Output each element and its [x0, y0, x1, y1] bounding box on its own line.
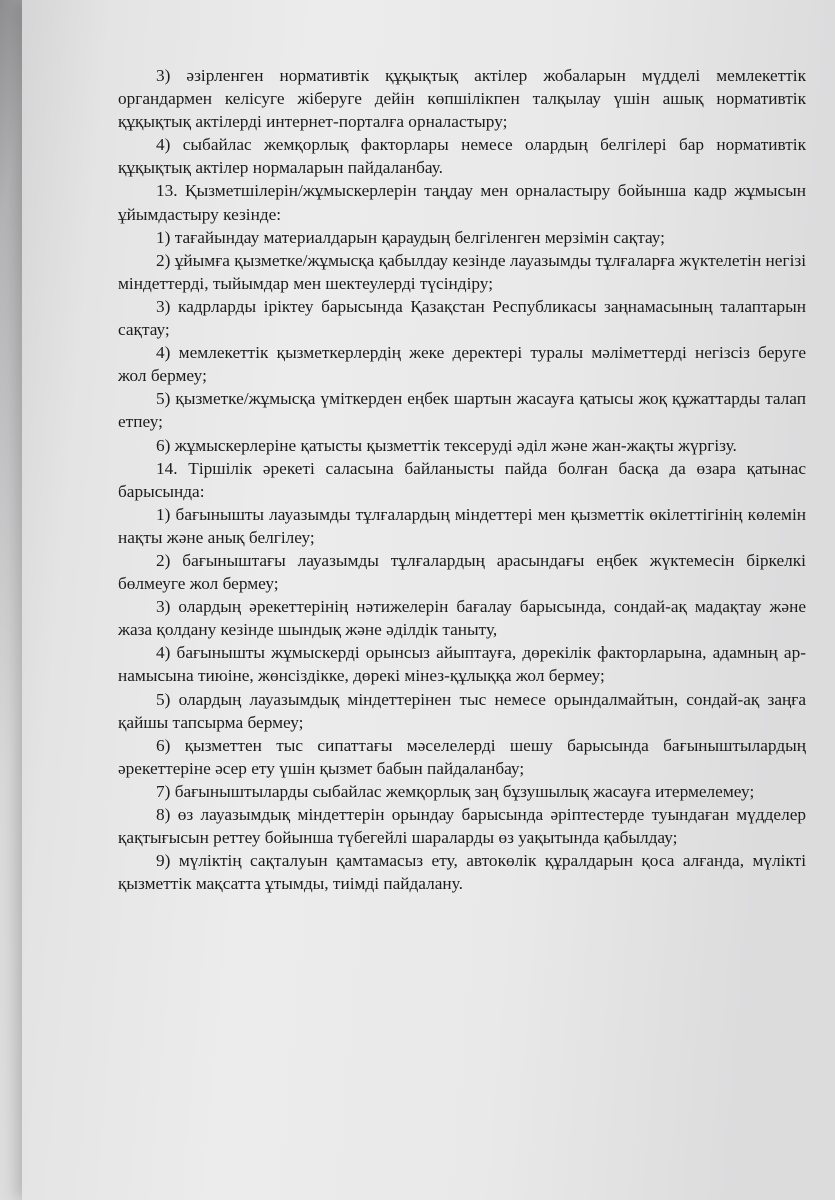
paragraph: 1) бағынышты лауазымды тұлғалардың міндеттері мен қызметтік өкілеттігінің көлемін нақты және анық белгілеу; [118, 504, 806, 547]
paragraph: 1) тағайындау материалдарын қараудың белгіленген мерзімін сақтау; [156, 227, 665, 247]
paragraph: 7) бағыныштыларды сыбайлас жемқорлық заң бұзушылық жасауға итермелемеу; [156, 781, 755, 801]
paragraph: 9) мүліктің сақталуын қамтамасыз ету, автокөлік құралдарын қоса алғанда, мүлікті қызметтік мақсатта ұтымды, тиімді пайдалану. [118, 851, 806, 894]
document-text [118, 64, 806, 895]
paragraph: 6) қызметтен тыс сипаттағы мәселелерді шешу барысында бағыныштылардың әрекеттеріне әсер ету үшін қызмет бабын пайдаланбау; [118, 735, 806, 778]
paragraph: 14. Тіршілік әрекеті саласына байланысты пайда болған басқа да өзара қатынас барысында: [118, 458, 806, 501]
paragraph: 5) олардың лауазымдық міндеттерінен тыс немесе орындалмайтын, сондай-ақ заңға қайшы тапсырма бермеу; [118, 689, 806, 732]
paragraph: 3) әзірленген нормативтік құқықтық актілер жобаларын мүдделі мемлекеттік органдармен келісуге жіберуге дейін көпшілікпен талқылау үшін ашық нормативтік құқықтық актілерді интернет-порталға орналастыру; [118, 66, 806, 132]
paragraph: 8) өз лауазымдық міндеттерін орындау барысында әріптестерде туындаған мүдделер қақтығысын реттеу бойынша түбегейлі шараларды өз уақытында қабылдау; [118, 805, 806, 848]
paragraph: 3) олардың әрекеттерінің нәтижелерін бағалау барысында, сондай-ақ мадақтау және жаза қолдану кезінде шындық және әділдік таныту, [118, 597, 806, 640]
paragraph: 2) ұйымға қызметке/жұмысқа қабылдау кезінде лауазымды тұлғаларға жүктелетін негізі міндеттерді, тыйымдар мен шектеулерді түсіндіру; [118, 250, 806, 293]
paragraph: 4) мемлекеттік қызметкерлердің жеке деректері туралы мәліметтерді негізсіз беруге жол бермеу; [118, 343, 806, 386]
paragraph: 6) жұмыскерлеріне қатысты қызметтік тексеруді әділ және жан-жақты жүргізу. [156, 435, 737, 455]
paragraph: 5) қызметке/жұмысқа үміткерден еңбек шартын жасауға қатысы жоқ құжаттарды талап етпеу; [118, 389, 806, 432]
paragraph: 2) бағыныштағы лауазымды тұлғалардың арасындағы еңбек жүктемесін біркелкі бөлмеуге жол бермеу; [118, 550, 806, 594]
paragraph: 4) бағынышты жұмыскерді орынсыз айыптауға, дөрекілік факторларына, адамның ар-намысына тиюіне, жөнсіздікке, дөрекі мінез-құлыққа жол бермеу; [118, 643, 806, 686]
paragraph: 13. Қызметшілерін/жұмыскерлерін таңдау мен орналастыру бойынша кадр жұмысын ұйымдастыру кезінде: [118, 181, 806, 224]
document-page [22, 0, 835, 1200]
paragraph: 4) сыбайлас жемқорлық факторлары немесе олардың белгілері бар нормативтік құқықтық актілер нормаларын пайдаланбау. [118, 135, 806, 178]
paragraph: 3) кадрларды іріктеу барысында Қазақстан Республикасы заңнамасының талаптарын сақтау; [118, 296, 806, 340]
